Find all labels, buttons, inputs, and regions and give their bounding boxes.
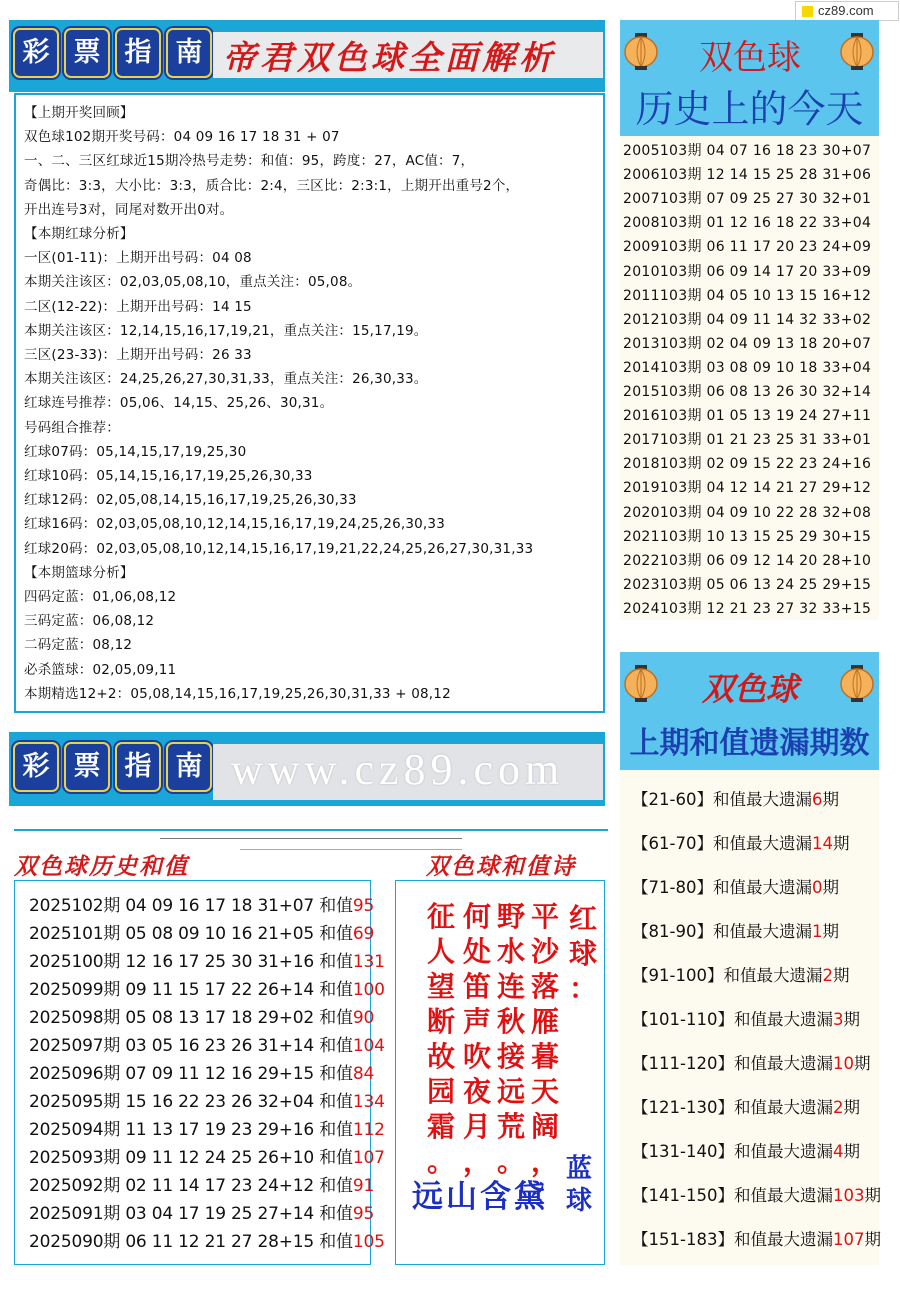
sum-history-row <box>29 1199 374 1224</box>
poem-closing-blue: 蓝 球 <box>565 1154 592 1216</box>
omission-prefix: 和值最大遗漏 <box>712 922 812 941</box>
sum-history-row <box>29 1227 385 1252</box>
poem-title: 双色球和值诗 <box>426 853 576 880</box>
omission-range: 【131-140】 <box>632 1142 734 1161</box>
sum-history-label: 和值 <box>319 1064 353 1084</box>
poem-box <box>395 880 605 1265</box>
analysis-box <box>14 93 605 713</box>
sum-history-value: 84 <box>352 1064 375 1084</box>
site-badge[interactable] <box>795 1 899 21</box>
omission-count: 1 <box>811 922 823 941</box>
omission-row <box>632 830 849 854</box>
sum-history-value: 69 <box>352 924 375 944</box>
history-today-panel <box>620 20 879 620</box>
omission-range: 【81-90】 <box>632 922 713 941</box>
omission-prefix: 和值最大遗漏 <box>733 1230 833 1249</box>
sum-history-row <box>29 1003 374 1028</box>
omission-count: 103 <box>832 1186 865 1205</box>
sum-history-label: 和值 <box>319 1120 353 1140</box>
omission-suffix: 期 <box>843 1010 860 1029</box>
omission-range: 【141-150】 <box>632 1186 734 1205</box>
analysis-line: 本期关注该区：12,14,15,16,17,19,21，重点关注：15,17,19。 <box>24 322 428 339</box>
sum-history-row <box>29 1059 374 1084</box>
sum-history-label: 和值 <box>319 1232 353 1252</box>
analysis-line: 红球12码：02,05,08,14,15,16,17,19,25,26,30,33 <box>24 492 357 509</box>
omission-suffix: 期 <box>853 1054 871 1073</box>
sum-history-row <box>29 919 374 944</box>
omission-suffix: 期 <box>822 922 839 941</box>
sum-history-draw: 2025100期 12 16 17 25 30 31+16 <box>29 952 315 972</box>
omission-suffix: 期 <box>843 1142 860 1161</box>
sum-history-value: 131 <box>352 952 385 972</box>
analysis-line: 红球20码：02,03,05,08,10,12,14,15,16,17,19,21,22,24,25,26,27,30,31,33 <box>24 540 534 557</box>
analysis-line: 本期关注该区：02,03,05,08,10，重点关注：05,08。 <box>24 274 362 291</box>
omission-row <box>632 1182 881 1206</box>
omission-prefix: 和值最大遗漏 <box>733 1054 833 1073</box>
omission-row <box>632 1006 860 1030</box>
sum-history-value: 90 <box>352 1008 375 1028</box>
history-today-header <box>620 20 879 136</box>
omission-row <box>632 786 839 810</box>
history-today-row: 2015103期 06 08 13 26 30 32+14 <box>623 384 872 400</box>
sum-history-label: 和值 <box>319 1008 353 1028</box>
omission-count: 10 <box>832 1054 854 1073</box>
omission-count: 107 <box>832 1230 865 1249</box>
banner-tile: 彩 <box>13 28 59 78</box>
omission-suffix: 期 <box>843 1098 860 1117</box>
sum-history-value: 112 <box>352 1120 385 1140</box>
sum-history-value: 105 <box>352 1232 385 1252</box>
omission-count: 0 <box>811 878 823 897</box>
omission-suffix: 期 <box>864 1230 881 1249</box>
sum-history-label: 和值 <box>319 1176 353 1196</box>
sum-history-value: 95 <box>352 896 375 916</box>
omission-range: 【71-80】 <box>632 878 713 897</box>
analysis-line: 奇偶比：3:3，大小比：3:3，质合比：2:4，三区比：2:3:1，上期开出重号2个， <box>24 177 520 194</box>
sum-history-label: 和值 <box>319 1204 353 1224</box>
sum-history-draw: 2025090期 06 11 12 21 27 28+15 <box>29 1232 315 1252</box>
history-today-row: 2010103期 06 09 14 17 20 33+09 <box>623 263 872 280</box>
sum-history-label: 和值 <box>319 1036 353 1056</box>
omission-row <box>632 962 849 986</box>
omission-row <box>632 1226 881 1250</box>
sum-history-draw: 2025096期 07 09 11 12 16 29+15 <box>29 1064 315 1084</box>
banner-middle <box>9 732 605 806</box>
analysis-line: 红球10码：05,14,15,16,17,19,25,26,30,33 <box>24 468 313 484</box>
sum-history-draw: 2025095期 15 16 22 23 26 32+04 <box>29 1092 315 1112</box>
omission-range: 【121-130】 <box>632 1098 734 1117</box>
analysis-line: 一、二、三区红球近15期冷热号走势：和值：95，跨度：27，AC值：7， <box>24 153 475 170</box>
analysis-line: 本期精选12+2：05,08,14,15,16,17,19,25,26,30,31,33 + 08,12 <box>24 685 451 702</box>
analysis-line: 本期关注该区：24,25,26,27,30,31,33，重点关注：26,30,33。 <box>24 371 428 388</box>
omission-title: 双色球 <box>701 670 798 708</box>
sum-history-draw: 2025093期 09 11 12 24 25 26+10 <box>29 1148 315 1168</box>
omission-row <box>632 874 839 898</box>
analysis-line: 红球16码：02,03,05,08,10,12,14,15,16,17,19,24,25,26,30,33 <box>24 516 445 533</box>
omission-row <box>632 918 839 942</box>
sum-history-draw: 2025098期 05 08 13 17 18 29+02 <box>29 1008 315 1028</box>
poem-column: 红 球 ： <box>568 902 597 1005</box>
sum-history-draw: 2025091期 03 04 17 19 25 27+14 <box>29 1204 315 1224</box>
omission-suffix: 期 <box>832 966 850 985</box>
analysis-line: 二码定蓝：08,12 <box>24 637 133 654</box>
sum-history-label: 和值 <box>319 952 353 972</box>
lantern-icon <box>624 32 658 72</box>
poem-column: 平 沙 落 雁 暮 天 阔 ， <box>530 900 559 1178</box>
history-today-title: 双色球 <box>699 38 801 78</box>
omission-suffix: 期 <box>822 790 839 809</box>
omission-range: 【111-120】 <box>632 1054 734 1073</box>
sum-history-row <box>29 1087 385 1112</box>
omission-header <box>620 652 879 770</box>
analysis-line: 开出连号3对，同尾对数开出0对。 <box>24 201 234 218</box>
sum-history-box <box>14 880 385 1265</box>
omission-prefix: 和值最大遗漏 <box>712 834 812 853</box>
analysis-line: 三码定蓝：06,08,12 <box>24 613 155 630</box>
sum-history-label: 和值 <box>319 1148 353 1168</box>
history-today-row: 2006103期 12 14 15 25 28 31+06 <box>623 167 872 184</box>
history-today-row: 2014103期 03 08 09 10 18 33+04 <box>623 359 872 376</box>
history-today-row: 2008103期 01 12 16 18 22 33+04 <box>623 215 872 232</box>
sum-history-draw: 2025101期 05 08 09 10 16 21+05 <box>29 924 315 944</box>
analysis-line: 【本期篮球分析】 <box>24 564 134 581</box>
section-divider-thin <box>160 838 462 839</box>
sum-history-row <box>29 1171 374 1196</box>
omission-range: 【101-110】 <box>632 1010 734 1029</box>
analysis-line: 四码定蓝：01,06,08,12 <box>24 589 177 605</box>
sum-history-draw: 2025097期 03 05 16 23 26 31+14 <box>29 1036 315 1056</box>
history-today-row: 2013103期 02 04 09 13 18 20+07 <box>623 335 872 352</box>
omission-count: 2 <box>822 966 833 985</box>
omission-row <box>632 1094 860 1118</box>
omission-suffix: 期 <box>822 878 839 897</box>
banner-tile: 票 <box>64 28 110 78</box>
omission-prefix: 和值最大遗漏 <box>723 966 823 985</box>
sum-history-draw: 2025099期 09 11 15 17 22 26+14 <box>29 980 315 1000</box>
banner-tile: 指 <box>115 28 161 78</box>
badge-square-icon <box>802 6 813 17</box>
omission-range: 【151-183】 <box>632 1230 734 1249</box>
lantern-icon <box>840 664 874 704</box>
omission-suffix: 期 <box>832 834 850 853</box>
history-today-row: 2005103期 04 07 16 18 23 30+07 <box>623 143 872 159</box>
sum-history-label: 和值 <box>319 924 353 944</box>
banner-tile: 票 <box>64 742 110 792</box>
analysis-line: 【本期红球分析】 <box>24 226 134 242</box>
history-today-row: 2012103期 04 09 11 14 32 33+02 <box>623 311 872 328</box>
history-today-row: 2011103期 04 05 10 13 15 16+12 <box>623 287 872 304</box>
site-badge-text: cz89.com <box>818 3 874 18</box>
history-today-row: 2018103期 02 09 15 22 23 24+16 <box>623 456 872 473</box>
analysis-line: 二区(12-22)：上期开出号码：14 15 <box>24 298 252 315</box>
omission-prefix: 和值最大遗漏 <box>712 878 812 897</box>
sum-history-value: 104 <box>352 1036 385 1056</box>
omission-prefix: 和值最大遗漏 <box>733 1098 833 1117</box>
sum-history-value: 95 <box>352 1204 375 1224</box>
poem-column: 何 处 笛 声 吹 夜 月 ， <box>462 900 491 1178</box>
sum-history-value: 100 <box>352 980 385 1000</box>
history-today-row: 2024103期 12 21 23 27 32 33+15 <box>623 600 872 617</box>
lantern-icon <box>624 664 658 704</box>
history-today-row: 2019103期 04 12 14 21 27 29+12 <box>623 480 872 497</box>
sum-history-value: 107 <box>352 1148 385 1168</box>
poem-column: 征 人 望 断 故 园 霜 。 <box>426 900 455 1178</box>
sum-history-label: 和值 <box>319 1092 353 1112</box>
poem-closing: 远山含黛 <box>412 1179 548 1215</box>
sum-history-title: 双色球历史和值 <box>14 853 189 880</box>
sum-history-label: 和值 <box>319 896 353 916</box>
analysis-line: 双色球102期开奖号码：04 09 16 17 18 31 + 07 <box>24 129 340 146</box>
lantern-icon <box>840 32 874 72</box>
banner-title-area <box>213 32 603 78</box>
analysis-line: 一区(01-11)：上期开出号码：04 08 <box>24 250 252 267</box>
banner-watermark-area <box>213 744 603 800</box>
omission-prefix: 和值最大遗漏 <box>733 1010 833 1029</box>
history-today-subtitle: 历史上的今天 <box>635 87 864 131</box>
history-today-row: 2017103期 01 21 23 25 31 33+01 <box>623 432 872 449</box>
sum-history-row <box>29 891 374 916</box>
sum-history-row <box>29 975 385 1000</box>
sum-history-value: 134 <box>352 1092 385 1112</box>
sum-history-draw: 2025094期 11 13 17 19 23 29+16 <box>29 1120 315 1140</box>
poem-column: 野 水 连 秋 接 远 荒 。 <box>496 900 525 1178</box>
banner-top <box>9 20 605 92</box>
history-today-row: 2022103期 06 09 12 14 20 28+10 <box>623 552 872 569</box>
sum-history-draw: 2025102期 04 09 16 17 18 31+07 <box>29 896 315 916</box>
omission-range: 【21-60】 <box>632 790 713 809</box>
omission-row <box>632 1050 870 1074</box>
analysis-line: 号码组合推荐： <box>24 419 120 436</box>
omission-range: 【61-70】 <box>632 834 713 853</box>
analysis-line: 必杀篮球：02,05,09,11 <box>24 661 177 678</box>
sum-history-label: 和值 <box>319 980 353 1000</box>
history-today-row: 2021103期 10 13 15 25 29 30+15 <box>623 528 872 545</box>
sum-history-draw: 2025092期 02 11 14 17 23 24+12 <box>29 1176 315 1196</box>
omission-subtitle: 上期和值遗漏期数 <box>629 726 870 761</box>
banner-tile: 南 <box>166 742 212 792</box>
omission-range: 【91-100】 <box>632 966 724 985</box>
omission-count: 4 <box>832 1142 844 1161</box>
omission-prefix: 和值最大遗漏 <box>712 790 812 809</box>
analysis-line: 三区(23-33)：上期开出号码：26 33 <box>24 347 252 363</box>
omission-count: 3 <box>832 1010 844 1029</box>
omission-suffix: 期 <box>864 1186 881 1205</box>
omission-panel <box>620 652 879 1265</box>
sum-history-row <box>29 1143 385 1168</box>
omission-count: 14 <box>811 834 833 853</box>
banner-tile: 南 <box>166 28 212 78</box>
section-divider <box>14 829 608 831</box>
omission-count: 2 <box>832 1098 844 1117</box>
banner-tile: 彩 <box>13 742 59 792</box>
banner-tile: 指 <box>115 742 161 792</box>
sum-history-row <box>29 1031 385 1056</box>
analysis-line: 【上期开奖回顾】 <box>24 105 134 121</box>
analysis-line: 红球连号推荐：05,06、14,15、25,26、30,31。 <box>24 395 334 412</box>
history-today-row: 2016103期 01 05 13 19 24 27+11 <box>623 408 872 425</box>
sum-history-row <box>29 947 385 972</box>
omission-prefix: 和值最大遗漏 <box>733 1186 833 1205</box>
banner-watermark: www.cz89.com <box>231 745 565 794</box>
omission-count: 6 <box>811 790 823 809</box>
sum-history-row <box>29 1115 385 1140</box>
history-today-row: 2007103期 07 09 25 27 30 32+01 <box>623 191 872 208</box>
omission-prefix: 和值最大遗漏 <box>733 1142 833 1161</box>
sum-history-value: 91 <box>352 1176 375 1196</box>
banner-title: 帝君双色球全面解析 <box>223 38 556 77</box>
analysis-line: 红球07码：05,14,15,17,19,25,30 <box>24 443 247 460</box>
history-today-row: 2009103期 06 11 17 20 23 24+09 <box>623 239 872 256</box>
history-today-row: 2020103期 04 09 10 22 28 32+08 <box>623 504 872 521</box>
history-today-row: 2023103期 05 06 13 24 25 29+15 <box>623 576 872 593</box>
omission-row <box>632 1138 860 1162</box>
